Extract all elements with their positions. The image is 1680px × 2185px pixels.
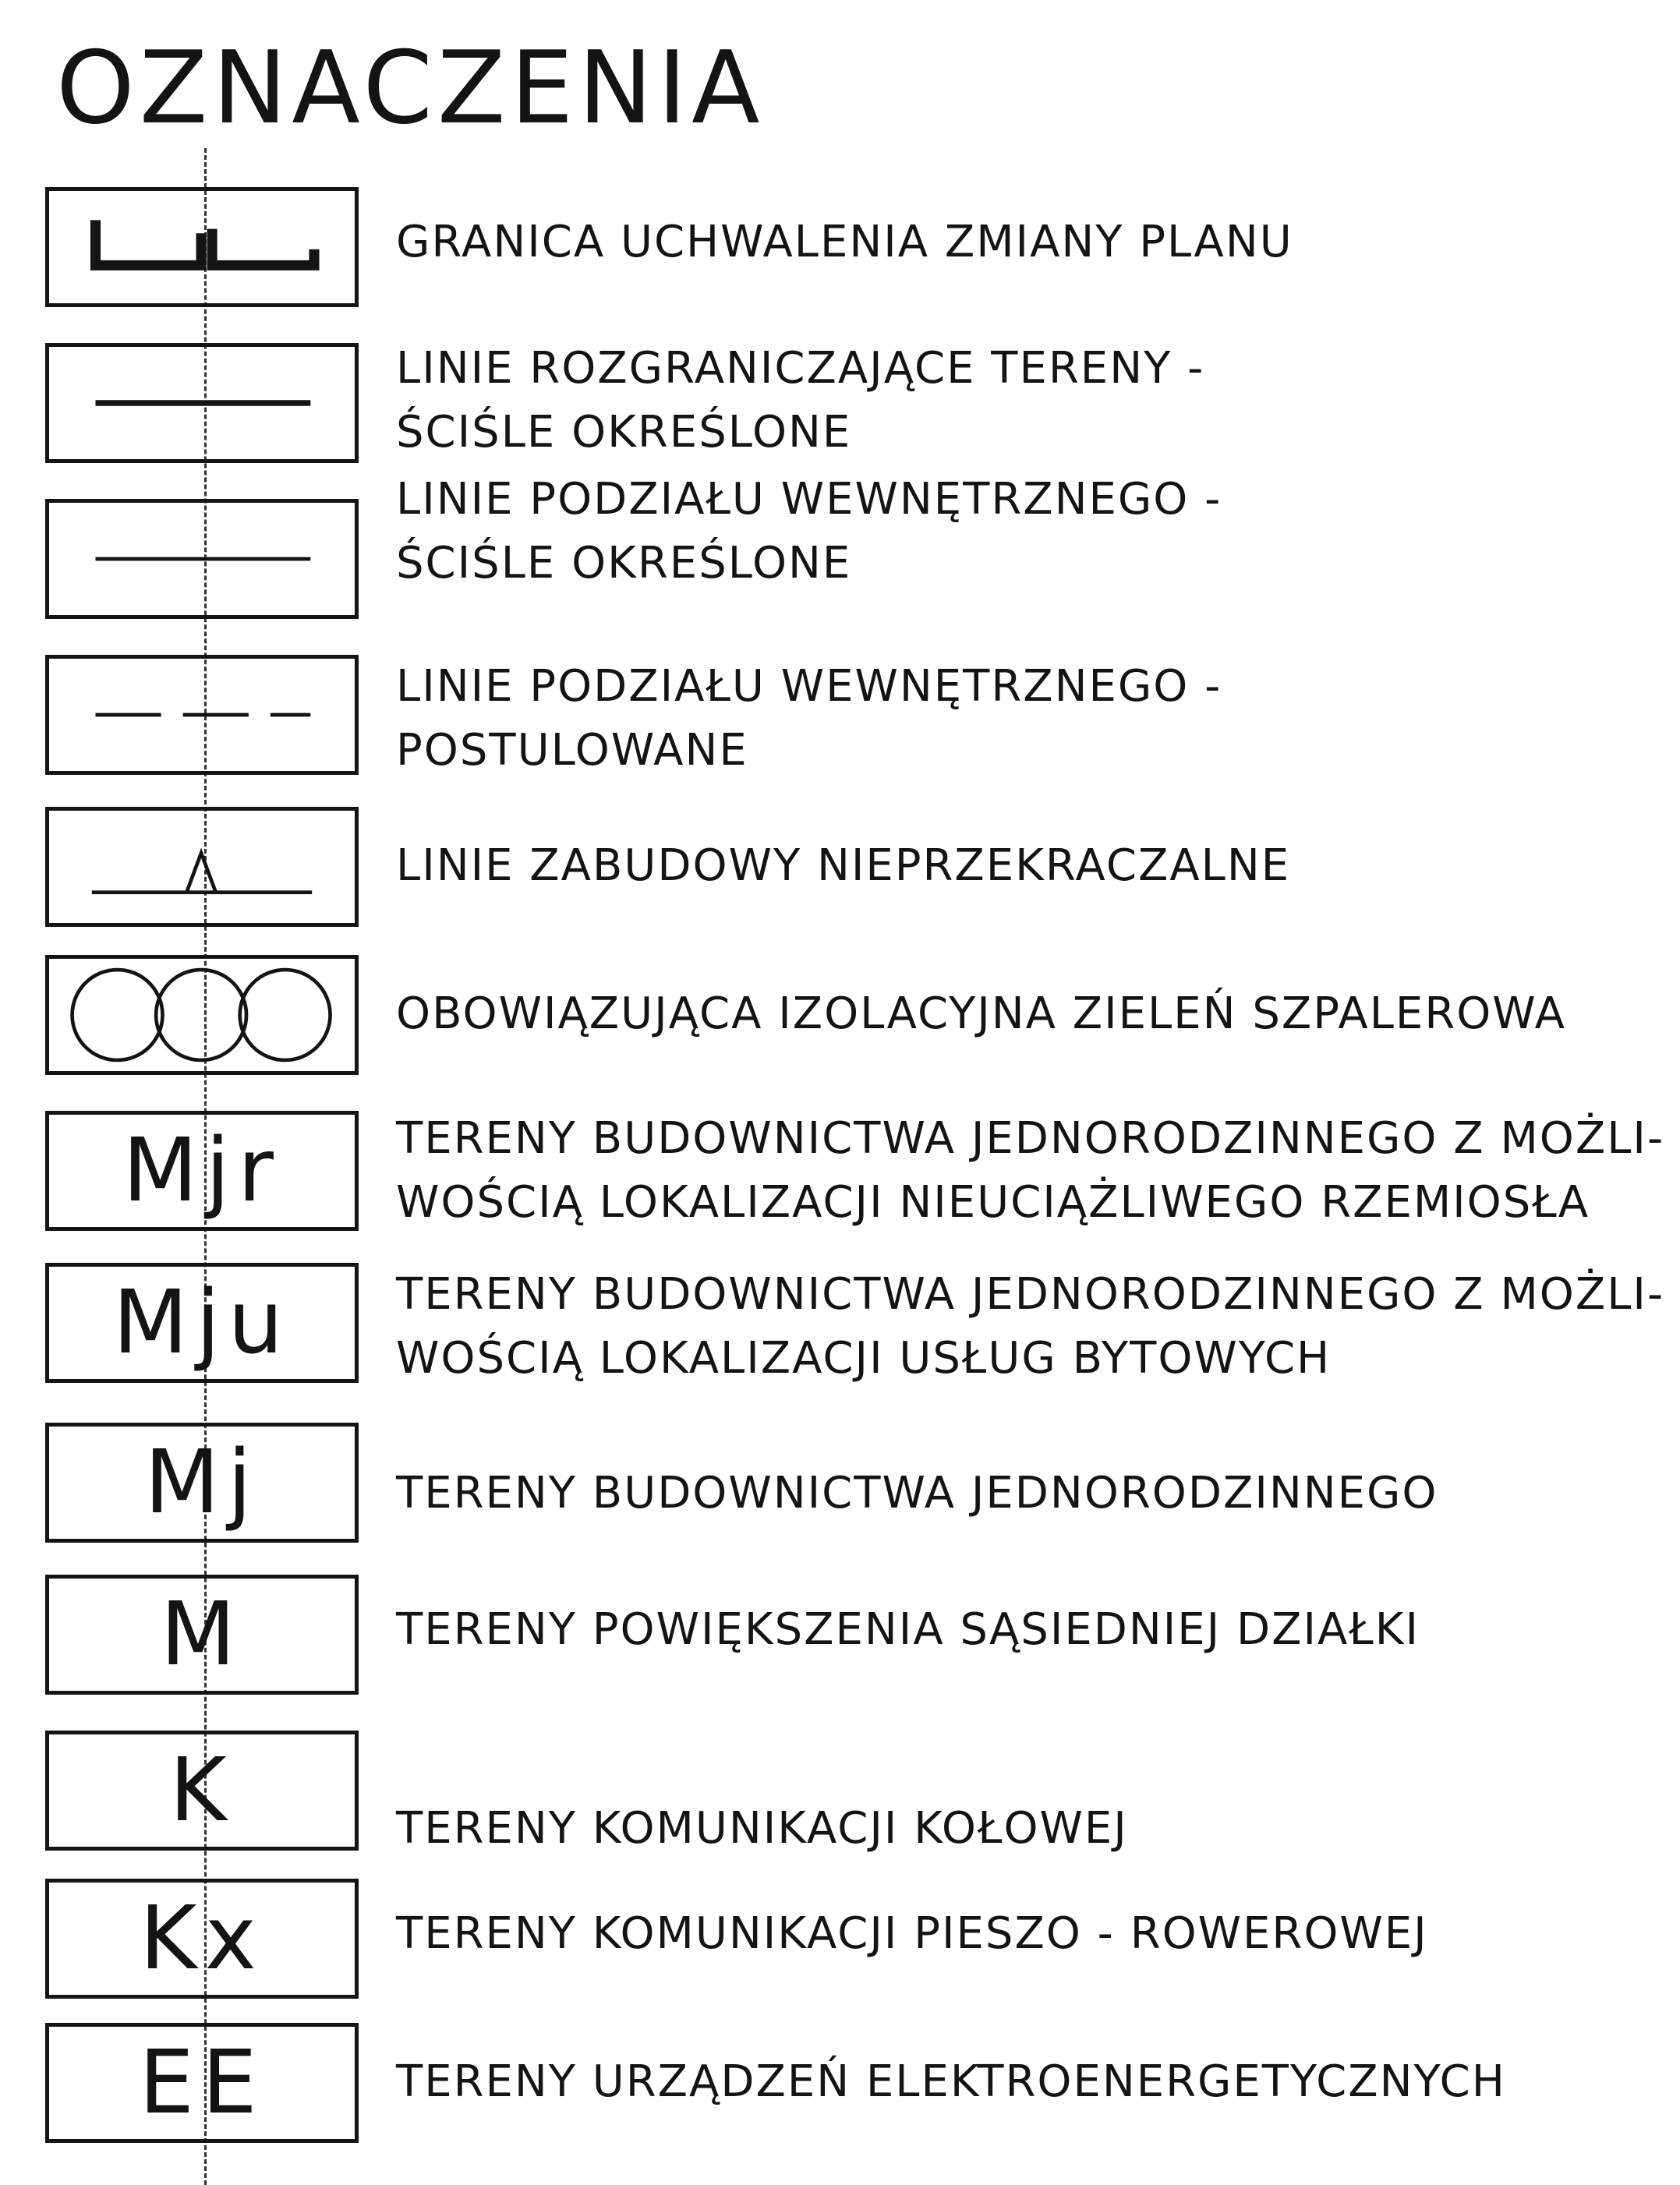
zone-code-box [45,1111,359,1231]
legend-description-line: WOŚCIĄ LOKALIZACJI USŁUG BYTOWYCH [396,1333,1332,1384]
legend-description-line: LINIE PODZIAŁU WEWNĘTRZNEGO - [396,474,1222,525]
boundary-lines-symbol [45,343,359,463]
zone-code: EE [139,2032,265,2134]
legend-description-line: TERENY BUDOWNICTWA JEDNORODZINNEGO Z MOŻLI- [396,1269,1665,1320]
legend-description [396,1462,1438,1526]
legend-description-line: OBOWIĄZUJĄCA IZOLACYJNA ZIELEŃ SZPALEROWA [396,988,1566,1039]
zone-code: Mjr [122,1120,281,1222]
legend-description-line: POSTULOWANE [396,725,748,776]
zone-code: Kx [140,1888,264,1989]
legend-description-line: LINIE ROZGRANICZAJĄCE TERENY - [396,343,1205,394]
legend-description-line: TERENY BUDOWNICTWA JEDNORODZINNEGO Z MOŻLI- [396,1113,1665,1164]
legend-description [396,210,1293,274]
legend-description [396,1797,1128,1861]
zone-code-box [45,1731,359,1851]
legend-description [396,655,1222,783]
legend-description [396,337,1204,465]
legend-description [396,1902,1428,1966]
building-line-icon [49,811,355,923]
internal-division-exact-symbol [45,499,359,619]
legend-description-line: ŚCIŚLE OKREŚLONE [396,407,852,458]
dashed-line-icon [49,659,355,771]
legend-description-line: TERENY URZĄDZEŃ ELEKTROENERGETYCZNYCH [396,2056,1506,2107]
legend-description-line: TERENY KOMUNIKACJI KOŁOWEJ [396,1803,1128,1854]
zone-code: Mj [144,1432,260,1533]
zone-code-box [45,1879,359,1999]
solid-line-icon [49,347,355,459]
legend-description [396,982,1566,1046]
legend-description [396,834,1290,898]
legend-description-line: GRANICA UCHWALENIA ZMIANY PLANU [396,217,1293,267]
tree-row-circles-icon [49,959,355,1071]
zone-code: Mju [112,1272,292,1374]
zone-code-box [45,1423,359,1543]
zone-code: M [160,1584,244,1685]
thin-line-icon [49,503,355,615]
plan-boundary-line-icon [49,191,355,303]
legend-description-line: WOŚCIĄ LOKALIZACJI NIEUCIĄŻLIWEGO RZEMIOSŁA [396,1177,1590,1228]
legend-description-line: ŚCIŚLE OKREŚLONE [396,538,852,589]
legend-description [396,1107,1664,1235]
legend-title: OZNACZENIA [56,30,765,147]
zone-code-box [45,1263,359,1383]
legend-description-line: TERENY BUDOWNICTWA JEDNORODZINNEGO [396,1468,1438,1519]
internal-division-postulated-symbol [45,655,359,775]
zone-code-box [45,2023,359,2143]
legend-description-line: LINIE ZABUDOWY NIEPRZEKRACZALNE [396,840,1291,891]
legend-description [396,2050,1506,2114]
legend-description-line: TERENY KOMUNIKACJI PIESZO - ROWEROWEJ [396,1908,1428,1959]
legend-description-line: LINIE PODZIAŁU WEWNĘTRZNEGO - [396,661,1222,712]
legend-description-line: TERENY POWIĘKSZENIA SĄSIEDNIEJ DZIAŁKI [396,1604,1420,1655]
legend-description [396,1598,1420,1662]
isolation-greenery-symbol [45,955,359,1075]
zone-code: K [169,1740,235,1841]
building-line-symbol [45,807,359,927]
plan-boundary-symbol [45,187,359,307]
zone-code-box [45,1575,359,1695]
legend-description [396,468,1222,596]
legend-description [396,1263,1664,1391]
